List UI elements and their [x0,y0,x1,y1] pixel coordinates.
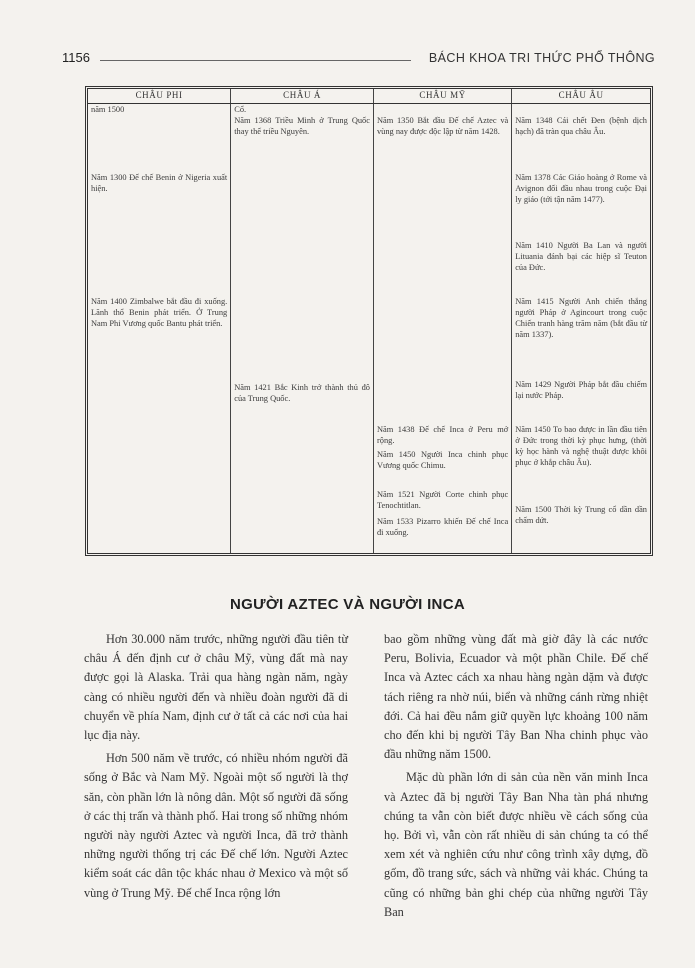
page-number: 1156 [62,50,90,65]
table-entry: Năm 1350 Bắt đầu Đế chế Aztec và vùng nay được độc lập từ năm 1428. [376,116,509,136]
table-entry: Năm 1421 Bắc Kinh trở thành thủ đô của Trung Quốc. [234,383,370,403]
column-header-americas: CHÂU MỸ [373,89,511,104]
article-column-left [84,630,348,907]
table-entry: Cổ. [234,105,247,114]
article-paragraph: Hơn 500 năm về trước, có nhiều nhóm người đã sống ở Bắc và Nam Mỹ. Ngoài một số người là thợ săn, còn phần lớn là nông dân. Một số người đã sống ở các thị trấn và thành phố. Hai trong số những nhóm người này người Aztec và người Inca, đã trở thành những người thống trị các Đế chế lớn. Người Aztec kiểm soát các dân tộc khác nhau ở Mexico và một số vùng ở Trung Mỹ. Đế chế Inca rộng lớn [84,751,348,900]
header-rule [100,60,411,61]
history-timeline-table [85,86,653,556]
table-entry: năm 1500 [91,105,125,114]
column-header-europe: CHÂU ÂU [512,89,650,104]
page-header [62,42,655,64]
column-americas [373,104,511,554]
table-entry: Năm 1410 Người Ba Lan và người Lituania đánh bại các hiệp sĩ Teuton của Đức. [515,241,647,272]
table-entry: Năm 1438 Đế chế Inca ở Peru mở rộng. [376,425,509,445]
article-paragraph: bao gồm những vùng đất mà giờ đây là các nước Peru, Bolivia, Ecuador và một phần Chile. Đế chế Inca và Aztec cách xa nhau hàng ngàn dặm và được tách riêng ra nhờ núi, biển và những cánh rừng nhiệt đới. Cả hai đều nắm giữ quyền lực khoảng 100 năm cho đến khi bị người Tây Ban Nha chinh phục vào đầu những năm 1500. [384,632,648,762]
table-entry: Năm 1400 Zimbalwe bắt đầu đi xuống. Lãnh thổ Benin phát triển. Ở Trung Nam Phi Vương quốc Bantu phát triển. [91,297,228,328]
article-paragraph: Hơn 30.000 năm trước, những người đầu tiên từ châu Á đến định cư ở châu Mỹ, vùng đất mà nay được gọi là Alaska. Trải qua hàng ngàn năm, ngày càng có nhiều người đến và nhiều đoàn người đã di chuyển về phía Nam, định cư ở tất cả các nơi của hai lục địa này. [84,632,348,743]
column-asia [231,104,374,554]
table-entry: Năm 1368 Triều Minh ở Trung Quốc thay thế triều Nguyên. [234,116,370,136]
running-title: BÁCH KHOA TRI THỨC PHỔ THÔNG [428,50,655,65]
article-paragraph: Mặc dù phần lớn di sản của nền văn minh Inca và Aztec đã bị người Tây Ban Nha tàn phá nhưng chúng ta vẫn còn biết được nhiều về cách sống của họ. Bởi vì, vẫn còn rất nhiều di sản chúng ta có thể xem xét và nghiên cứu như công trình xây dựng, đồ gốm, đồ trang sức, sách và những vải khác. Chúng ta cũng có những bản ghi chép của những người Tây Ban [384,770,648,919]
table-entry: Năm 1521 Người Corte chinh phục Tenochtitlan. [376,490,509,510]
table-entry: Năm 1429 Người Pháp bắt đầu chiếm lại nước Pháp. [515,380,647,400]
table-entry: Năm 1348 Cái chết Đen (bệnh dịch hạch) đã tràn qua châu Âu. [515,116,647,136]
article-column-right [384,630,648,926]
table-entry: Năm 1450 To bao được in lần đầu tiên ở Đức trong thời kỳ phục hưng, (thời kỳ học hành và nghệ thuật được khôi phục ở khắp châu Âu). [515,425,647,467]
column-header-asia: CHÂU Á [231,89,374,104]
table-entry: Năm 1300 Đế chế Benin ở Nigeria xuất hiện. [91,173,228,193]
table-entry: Năm 1500 Thời kỳ Trung cổ dần dần chấm dứt. [515,505,647,525]
column-header-africa: CHÂU PHI [88,89,231,104]
table-entry: Năm 1450 Người Inca chinh phục Vương quốc Chimu. [376,450,509,470]
table-entry: Năm 1533 Pizarro khiến Đế chế Inca đi xuống. [376,517,509,537]
article-title: NGƯỜI AZTEC VÀ NGƯỜI INCA [230,596,465,613]
table-entry: Năm 1378 Các Giáo hoàng ở Rome và Avignon đối đầu nhau trong cuộc Đại ly giáo (tới tận năm 1477). [515,173,647,204]
table-entry: Năm 1415 Người Anh chiến thắng người Pháp ở Agincourt trong cuộc Chiến tranh hàng trăm năm (bắt đầu từ năm 1337). [515,297,647,339]
column-africa [88,104,231,554]
column-europe [512,104,650,554]
